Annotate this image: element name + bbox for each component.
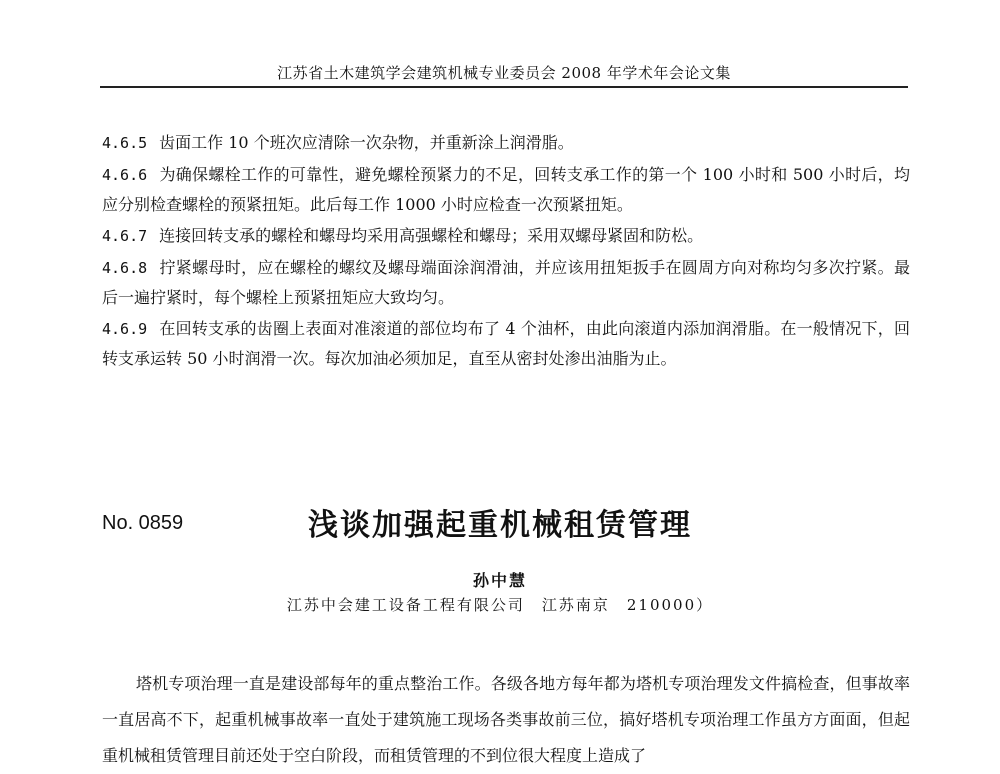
author-affiliation: 江苏中会建工设备工程有限公司 江苏南京 210000） [286, 596, 714, 614]
clause-text: 连接回转支承的螺栓和螺母均采用高强螺栓和螺母；采用双螺母紧固和防松。 [159, 226, 704, 245]
clause-4-6-9 [102, 314, 910, 373]
clause-number: 4.6.6 [102, 166, 148, 184]
clause-4-6-7 [102, 221, 910, 251]
running-header: 江苏省土木建筑学会建筑机械专业委员会 2008 年学术年会论文集 [277, 64, 731, 82]
clause-number: 4.6.7 [102, 227, 148, 245]
paper-number: No. 0859 [102, 512, 184, 534]
clause-text: 在回转支承的齿圈上表面对准滚道的部位均布了 4 个油杯，由此向滚道内添加润滑脂。在一般情况下，回转支承运转 50 小时润滑一次。每次加油必须加足，直至从密封处渗出油脂为止。 [102, 319, 910, 368]
paper-title: 浅谈加强起重机械租赁管理 [308, 508, 692, 543]
clause-number: 4.6.5 [102, 134, 148, 152]
clause-text: 拧紧螺母时，应在螺栓的螺纹及螺母端面涂润滑油，并应该用扭矩扳手在圆周方向对称均匀多次拧紧。最后一遍拧紧时，每个螺栓上预紧扭矩应大致均匀。 [102, 258, 910, 307]
clause-number: 4.6.8 [102, 259, 148, 277]
header-rule [100, 86, 908, 88]
abstract-paragraph: 塔机专项治理一直是建设部每年的重点整治工作。各级各地方每年都为塔机专项治理发文件搞检查，但事故率一直居高不下，起重机械事故率一直处于建筑施工现场各类事故前三位，搞好塔机专项治理工作虽方方面面，但起重机械租赁管理目前还处于空白阶段，而租赁管理的不到位很大程度上造成了 [102, 674, 910, 765]
clause-4-6-5 [102, 128, 910, 158]
clause-list [102, 128, 910, 375]
clause-4-6-6 [102, 160, 910, 219]
clause-4-6-8 [102, 253, 910, 312]
author-name: 孙中慧 [472, 571, 527, 590]
clause-number: 4.6.9 [102, 320, 148, 338]
clause-text: 齿面工作 10 个班次应清除一次杂物，并重新涂上润滑脂。 [159, 133, 574, 152]
clause-text: 为确保螺栓工作的可靠性，避免螺栓预紧力的不足，回转支承工作的第一个 100 小时和 500 小时后，均应分别检查螺栓的预紧扭矩。此后每工作 1000 小时应检查一次预紧扭矩。 [102, 165, 910, 214]
